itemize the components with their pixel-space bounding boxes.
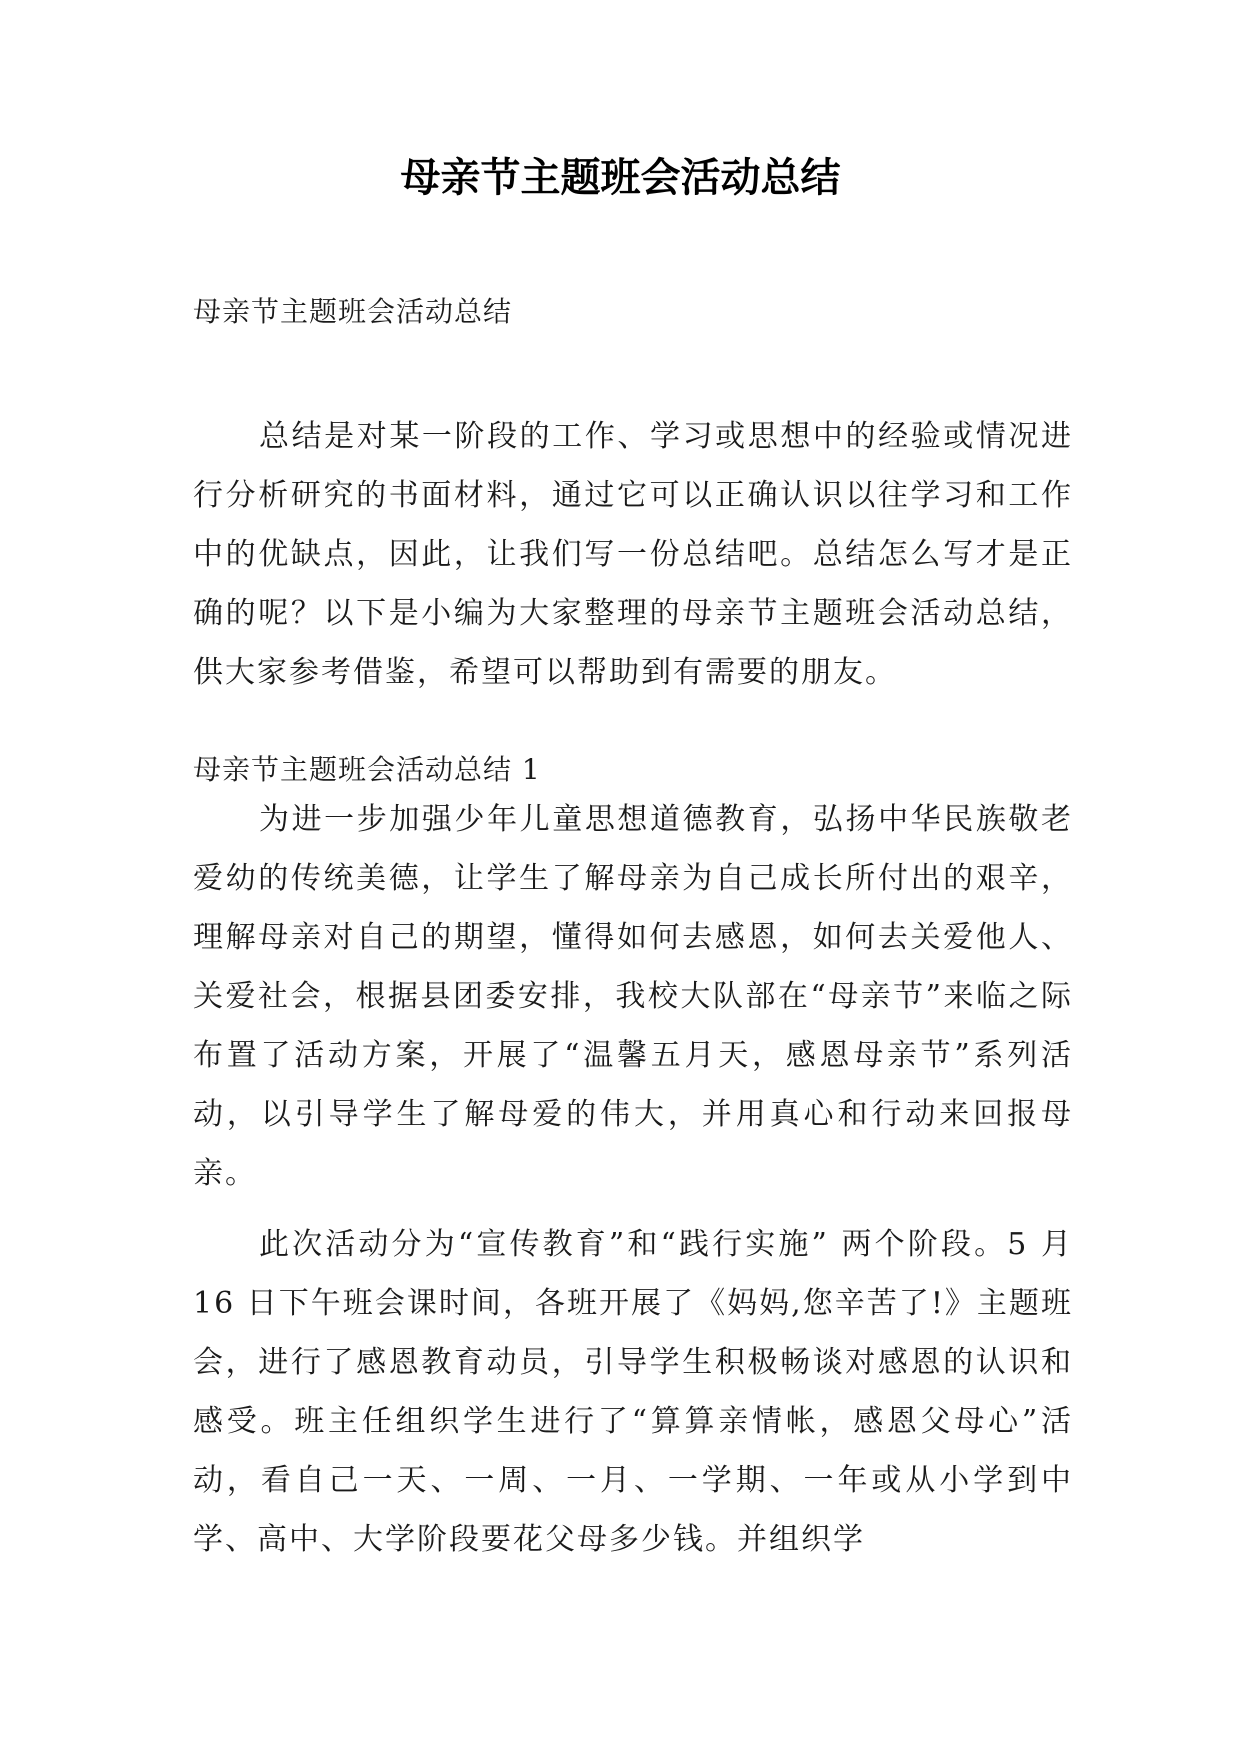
section-paragraph: 此次活动分为“宣传教育”和“践行实施” 两个阶段。5 月 16 日下午班会课时间，各班开展了《妈妈,您辛苦了!》主题班会，进行了感恩教育动员，引导学生积极畅谈对感恩的认识和感受。班主任组织学生进行了“算算亲情帐，感恩父母心”活动，看自己一天、一周、一月、一学期、一年或从小学到中学、高中、大学阶段要花父母多少钱。并组织学 <box>193 1227 1073 1557</box>
document-title: 母亲节主题班会活动总结 <box>400 155 841 201</box>
intro-paragraph: 总结是对某一阶段的工作、学习或思想中的经验或情况进行分析研究的书面材料，通过它可以正确认识以往学习和工作中的优缺点，因此，让我们写一份总结吧。总结怎么写才是正确的呢？以下是小编为大家整理的母亲节主题班会活动总结，供大家参考借鉴，希望可以帮助到有需要的朋友。 <box>193 419 1073 690</box>
section-paragraph: 为进一步加强少年儿童思想道德教育，弘扬中华民族敬老爱幼的传统美德，让学生了解母亲为自己成长所付出的艰辛，理解母亲对自己的期望，懂得如何去感恩，如何去关爱他人、关爱社会，根据县团委安排，我校大队部在“母亲节”来临之际布置了活动方案，开展了“温馨五月天，感恩母亲节”系列活动，以引导学生了解母爱的伟大，并用真心和行动来回报母亲。 <box>193 802 1073 1191</box>
document-subtitle: 母亲节主题班会活动总结 <box>193 295 513 328</box>
section-heading: 母亲节主题班会活动总结 1 <box>193 753 541 786</box>
